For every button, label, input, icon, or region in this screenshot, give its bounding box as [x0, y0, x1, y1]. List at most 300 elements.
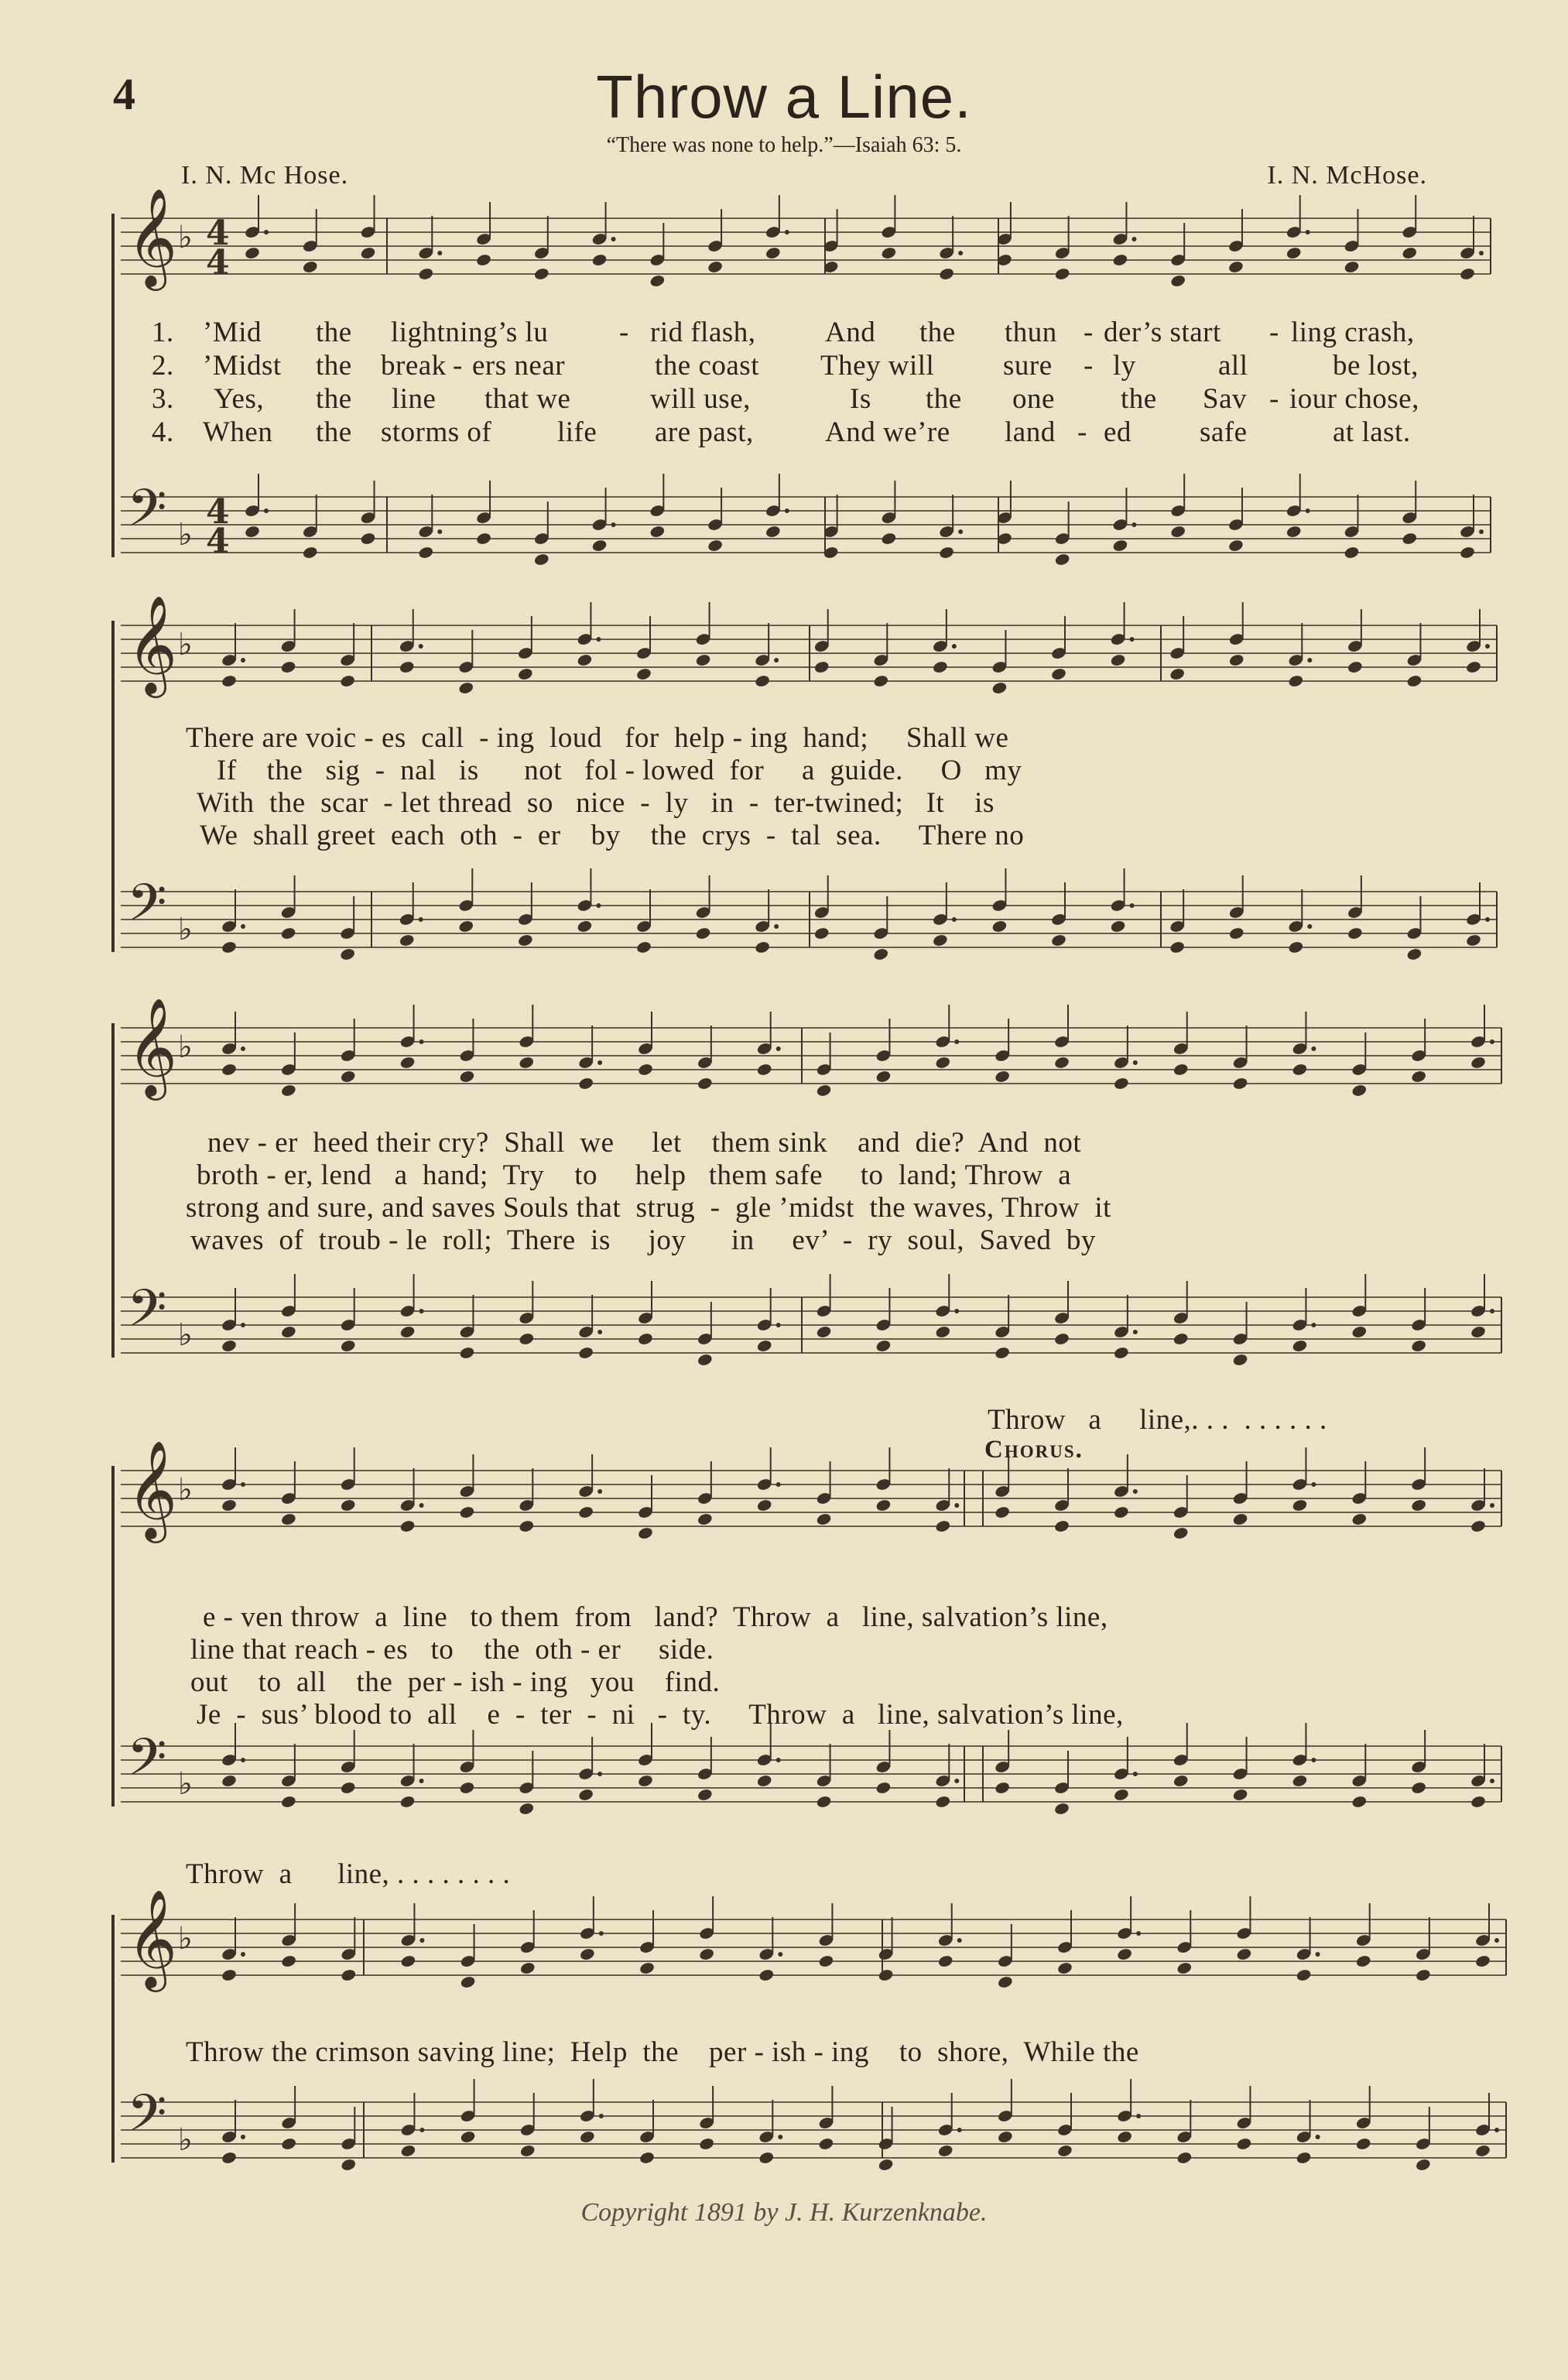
note-head [1054, 267, 1070, 281]
note-head [754, 940, 770, 954]
flat-icon: ♭ [178, 627, 193, 663]
lyric-line [0, 1126, 1568, 1160]
note-head [519, 1802, 535, 1816]
note-head [707, 260, 723, 274]
note-head [813, 660, 830, 674]
lyric-syllable: - [453, 350, 463, 382]
bass-clef-icon: 𝄢 [127, 2084, 167, 2156]
dot-icon [1494, 2128, 1499, 2132]
note-head [221, 1968, 237, 1982]
dot-icon [954, 1779, 959, 1783]
lyric-syllable: Is [850, 383, 871, 415]
note-head [1347, 926, 1363, 940]
verse-number: 1. [152, 317, 174, 348]
dot-icon [776, 1046, 781, 1051]
lyric-syllable: the [316, 383, 352, 415]
lyric-syllable: are past, [655, 416, 754, 448]
note-head [1116, 1947, 1132, 1961]
flat-icon: ♭ [178, 1472, 193, 1508]
note-head [517, 933, 533, 947]
lyric-syllable: the [316, 416, 352, 448]
scripture-epigraph: “There was none to help.”—Isaiah 63: 5. [606, 133, 962, 157]
dot-icon [241, 2135, 245, 2139]
note-head [816, 1512, 832, 1526]
dot-icon [1490, 1039, 1494, 1044]
dot-icon [241, 658, 245, 663]
flat-icon: ♭ [178, 1317, 193, 1353]
note-head [1474, 1954, 1491, 1968]
lyric-text: nev - er heed their cry? Shall we let them sink and die? And not [207, 1127, 1082, 1159]
dot-icon [774, 924, 779, 929]
note-head [938, 546, 954, 560]
note-head [997, 1975, 1013, 1989]
lyric-line [0, 1601, 1568, 1635]
note-head [935, 1056, 951, 1070]
note-head [577, 653, 593, 667]
note-head [519, 2144, 536, 2158]
dot-icon [419, 1309, 424, 1313]
note-head [519, 1961, 536, 1975]
note-head [1355, 2137, 1371, 2151]
lyric-line [0, 721, 1568, 755]
note-head [1410, 1070, 1426, 1084]
note-head [756, 1063, 772, 1077]
note-head [399, 933, 415, 947]
note-head [756, 1774, 772, 1788]
note-head [1470, 1056, 1486, 1070]
note-head [1176, 2151, 1193, 2165]
lyric-syllable: life [557, 416, 597, 448]
note-head [818, 1954, 834, 1968]
note-head [221, 674, 237, 688]
lyric-syllable: be lost, [1333, 350, 1419, 382]
dot-icon [596, 637, 601, 642]
note-head [280, 1512, 296, 1526]
verse-number: 2. [152, 350, 174, 382]
lyric-text: There are voic - es call - ing loud for help - ing hand; Shall we [186, 722, 1009, 754]
dot-icon [264, 509, 269, 513]
dot-icon [597, 1060, 602, 1065]
note-head [221, 1774, 237, 1788]
note-head [754, 674, 770, 688]
note-head [1228, 653, 1244, 667]
dot-icon [241, 1952, 245, 1957]
note-head [1053, 1332, 1070, 1346]
lyric-text: Throw a line, . . . . . . . . [186, 1858, 511, 1890]
dot-icon [599, 1931, 604, 1936]
note-head [221, 1063, 237, 1077]
note-head [577, 1505, 594, 1519]
lyric-line [0, 786, 1568, 820]
note-head [637, 1526, 653, 1540]
note-head [994, 1505, 1010, 1519]
dot-icon [1307, 658, 1312, 663]
lyric-line [0, 1159, 1568, 1193]
note-head [932, 660, 948, 674]
note-head [1173, 1332, 1189, 1346]
note-head [1170, 525, 1186, 539]
dot-icon [1306, 509, 1310, 513]
note-head [994, 1070, 1010, 1084]
note-head [1110, 653, 1126, 667]
chorus-cue-line [0, 1403, 1568, 1437]
note-head [519, 1056, 535, 1070]
lyric-syllable: They will [820, 350, 935, 382]
note-head [591, 253, 608, 267]
dot-icon [954, 1503, 959, 1508]
note-head [579, 1947, 595, 1961]
bass-clef-icon: 𝄢 [127, 478, 167, 550]
note-head [1470, 1325, 1486, 1339]
note-head [458, 919, 474, 933]
note-head [280, 926, 296, 940]
flat-icon: ♭ [178, 1921, 193, 1957]
note-head [577, 919, 593, 933]
note-head [1465, 933, 1481, 947]
note-head [280, 2137, 296, 2151]
dot-icon [776, 1323, 781, 1327]
lyric-text: With the scar - let thread so nice - ly in - ter-twined; It is [197, 787, 995, 819]
dot-icon [785, 230, 789, 235]
lyric-syllable: When [203, 416, 273, 448]
dot-icon [419, 644, 423, 649]
note-head [458, 681, 474, 695]
note-head [698, 1947, 714, 1961]
note-head [1173, 1774, 1189, 1788]
note-head [1227, 539, 1244, 553]
note-head [935, 1325, 951, 1339]
note-head [1286, 246, 1302, 260]
note-head [1112, 253, 1128, 267]
lyric-line [0, 1224, 1568, 1258]
note-head [1292, 1774, 1308, 1788]
note-head [1351, 1325, 1368, 1339]
flat-icon: ♭ [178, 1029, 193, 1065]
note-head [1459, 546, 1475, 560]
bass-clef-icon: 𝄢 [127, 873, 167, 945]
dot-icon [1490, 1779, 1494, 1783]
note-head [937, 1954, 953, 1968]
dot-icon [1485, 917, 1490, 922]
lyric-syllable: - [619, 317, 629, 348]
flat-icon: ♭ [178, 2122, 193, 2158]
note-head [638, 1961, 655, 1975]
dot-icon [954, 1039, 959, 1044]
note-head [340, 1339, 356, 1353]
note-head [1232, 1788, 1248, 1802]
note-head [360, 246, 376, 260]
note-head [1053, 1519, 1070, 1533]
lyric-syllable: thun [1005, 317, 1057, 348]
note-head [698, 2137, 714, 2151]
note-head [591, 539, 608, 553]
lyric-syllable: storms of [381, 416, 492, 448]
note-head [577, 1077, 594, 1091]
note-head [1050, 933, 1066, 947]
dot-icon [958, 529, 963, 534]
note-head [758, 2151, 775, 2165]
note-head [1410, 1339, 1426, 1353]
note-head [756, 1498, 772, 1512]
dot-icon [419, 1779, 424, 1783]
lyric-syllable: ling crash, [1291, 317, 1415, 348]
dot-icon [1133, 1489, 1138, 1494]
note-head [302, 546, 318, 560]
dot-icon [1133, 1060, 1138, 1065]
dot-icon [597, 1772, 602, 1776]
dot-icon [1130, 903, 1135, 908]
note-head [399, 1056, 416, 1070]
lyric-syllable: ’Mid [203, 317, 262, 348]
dot-icon [1490, 1503, 1494, 1508]
lyric-text: Throw the crimson saving line; Help the per - ish - ing to shore, While the [186, 2036, 1139, 2068]
dot-icon [599, 2114, 604, 2118]
lyric-syllable: the [316, 317, 352, 348]
chorus-cue: Throw a line,. . . . . . . . . [988, 1404, 1327, 1436]
dot-icon [596, 903, 601, 908]
note-head [697, 1512, 713, 1526]
lyric-syllable: the [926, 383, 962, 415]
time-signature-denominator: 4 [206, 243, 230, 283]
note-head [1236, 2137, 1252, 2151]
dot-icon [597, 1330, 602, 1334]
dot-icon [1311, 1046, 1316, 1051]
note-head [695, 926, 711, 940]
note-head [399, 1795, 416, 1809]
note-head [1470, 1519, 1486, 1533]
note-head [533, 267, 549, 281]
note-head [816, 1325, 832, 1339]
note-head [280, 1325, 296, 1339]
note-head [399, 1325, 416, 1339]
dot-icon [1133, 1330, 1138, 1334]
lyric-text: broth - er, lend a hand; Try to help them safe to land; Throw a [197, 1159, 1072, 1191]
dot-icon [1133, 1772, 1138, 1776]
lyric-syllable: - [1084, 350, 1094, 382]
dot-icon [1479, 529, 1484, 534]
dot-icon [1316, 2135, 1320, 2139]
note-head [221, 2151, 237, 2165]
lyric-text: out to all the per - ish - ing you find. [190, 1666, 721, 1698]
note-head [1056, 1961, 1073, 1975]
note-head [878, 2158, 894, 2172]
lyric-line [0, 2036, 1568, 2070]
lyric-syllable: safe [1200, 416, 1248, 448]
verse-number: 3. [152, 383, 174, 415]
note-head [637, 1063, 653, 1077]
note-head [1173, 1063, 1189, 1077]
note-head [475, 253, 491, 267]
bass-clef-icon: 𝄢 [127, 1279, 167, 1351]
note-head [475, 532, 491, 546]
note-head [1110, 919, 1126, 933]
dot-icon [241, 1046, 245, 1051]
note-head [758, 1968, 775, 1982]
note-head [994, 1346, 1010, 1360]
note-head [459, 1346, 475, 1360]
note-head [638, 2151, 655, 2165]
note-head [1406, 674, 1422, 688]
lyric-syllable: the [1121, 383, 1157, 415]
note-head [875, 1781, 892, 1795]
note-head [302, 260, 318, 274]
note-head [1402, 532, 1418, 546]
bass-clef-icon: 𝄢 [127, 1728, 167, 1800]
note-head [707, 539, 723, 553]
dot-icon [776, 1758, 781, 1762]
note-head [1113, 1505, 1129, 1519]
note-head [649, 274, 666, 288]
dot-icon [1316, 1952, 1320, 1957]
lyric-text: We shall greet each oth - er by the crys - tal sea. There no [200, 820, 1025, 851]
note-head [991, 919, 1008, 933]
copyright-notice: Copyright 1891 by J. H. Kurzenknabe. [580, 2198, 988, 2227]
dot-icon [419, 917, 423, 922]
dot-icon [597, 1489, 602, 1494]
note-head [1232, 1512, 1248, 1526]
flat-icon: ♭ [178, 1766, 193, 1802]
lyric-syllable: ly [1113, 350, 1136, 382]
note-head [1410, 1781, 1426, 1795]
note-head [1415, 1968, 1431, 1982]
note-head [697, 1077, 713, 1091]
note-head [875, 1339, 892, 1353]
dot-icon [1490, 1309, 1494, 1313]
lyric-line [0, 819, 1568, 853]
lyric-syllable: Sav [1203, 383, 1247, 415]
time-signature-numerator: 4 [206, 492, 230, 532]
note-head [937, 2144, 953, 2158]
lyric-text: line that reach - es to the oth - er side. [190, 1634, 714, 1666]
dot-icon [952, 644, 957, 649]
lyric-line [0, 754, 1568, 788]
dot-icon [1136, 2114, 1141, 2118]
note-head [418, 267, 434, 281]
note-head [339, 674, 355, 688]
note-head [1470, 1795, 1486, 1809]
note-head [280, 1795, 296, 1809]
note-head [1176, 1961, 1193, 1975]
note-head [517, 667, 533, 681]
note-head [1465, 660, 1481, 674]
note-head [1232, 1077, 1248, 1091]
dot-icon [1311, 1323, 1316, 1327]
note-head [816, 1084, 832, 1098]
note-head [1232, 1353, 1248, 1367]
lyric-syllable: sure [1003, 350, 1053, 382]
lyric-line-verse-2 [0, 349, 1568, 383]
lyric-text: e - ven throw a line to them from land? Throw a line, salvation’s line, [203, 1601, 1108, 1633]
lyric-line [0, 1698, 1568, 1732]
dot-icon [957, 1938, 962, 1943]
note-head [1415, 2158, 1431, 2172]
dot-icon [437, 529, 442, 534]
note-head [875, 1498, 892, 1512]
note-head [1053, 1802, 1070, 1816]
lyric-line [0, 1858, 1568, 1892]
treble-clef-icon: 𝄞 [127, 997, 178, 1096]
note-head [577, 1346, 594, 1360]
lyric-syllable: ers near [472, 350, 566, 382]
note-head [695, 653, 711, 667]
note-head [519, 1332, 535, 1346]
dot-icon [419, 1039, 424, 1044]
note-head [1355, 1954, 1371, 1968]
lyric-line [0, 1666, 1568, 1700]
note-head [932, 933, 948, 947]
note-head [1113, 1346, 1129, 1360]
dot-icon [1494, 1938, 1499, 1943]
note-head [1113, 1077, 1129, 1091]
note-head [459, 1505, 475, 1519]
note-head [765, 246, 781, 260]
note-head [459, 1070, 475, 1084]
note-head [1228, 926, 1244, 940]
note-head [637, 1774, 653, 1788]
note-head [1116, 2130, 1132, 2144]
lyric-syllable: that we [484, 383, 571, 415]
music-credit: I. N. McHose. [1267, 161, 1427, 190]
note-head [280, 1084, 296, 1098]
note-head [340, 1498, 356, 1512]
lyric-syllable: will use, [650, 383, 751, 415]
lyric-syllable: ’Midst [203, 350, 282, 382]
dot-icon [1485, 644, 1490, 649]
dot-icon [1311, 1758, 1316, 1762]
dot-icon [1479, 251, 1484, 255]
note-head [635, 940, 652, 954]
note-head [935, 1795, 951, 1809]
flat-icon: ♭ [178, 912, 193, 947]
note-head [221, 940, 237, 954]
note-head [1112, 539, 1128, 553]
note-head [991, 681, 1008, 695]
note-head [1288, 940, 1304, 954]
note-head [938, 267, 954, 281]
note-head [1347, 660, 1363, 674]
dot-icon [1131, 237, 1136, 241]
dot-icon [778, 2135, 782, 2139]
lyric-text: If the sig - nal is not fol - lowed for a guide. O my [217, 755, 1022, 786]
note-head [881, 246, 897, 260]
note-head [1296, 1968, 1312, 1982]
lyric-syllable: - [1269, 317, 1279, 348]
note-head [997, 2130, 1013, 2144]
note-head [816, 1795, 832, 1809]
note-head [1227, 260, 1244, 274]
note-head [418, 546, 434, 560]
dot-icon [774, 658, 779, 663]
lyric-text: Je - sus’ blood to all e - ter - ni - ty. Throw a line, salvation’s line, [197, 1699, 1124, 1731]
lyric-syllable: - [1084, 317, 1094, 348]
dot-icon [419, 2128, 424, 2132]
lyric-syllable: one [1012, 383, 1055, 415]
lyric-syllable: break [381, 350, 447, 382]
lyric-syllable: - [1269, 383, 1279, 415]
note-head [341, 1968, 357, 1982]
lyric-syllable: ed [1104, 416, 1131, 448]
lyric-line [0, 1633, 1568, 1667]
note-head [818, 2137, 834, 2151]
dot-icon [958, 251, 963, 255]
time-signature-numerator: 4 [206, 214, 230, 253]
lyric-text: strong and sure, and saves Souls that strug - gle ’midst the waves, Throw it [186, 1192, 1111, 1224]
lyric-line-verse-1 [0, 316, 1568, 350]
note-head [1056, 2144, 1073, 2158]
note-head [1236, 1947, 1252, 1961]
note-head [1169, 667, 1185, 681]
verse-number: 4. [152, 416, 174, 448]
